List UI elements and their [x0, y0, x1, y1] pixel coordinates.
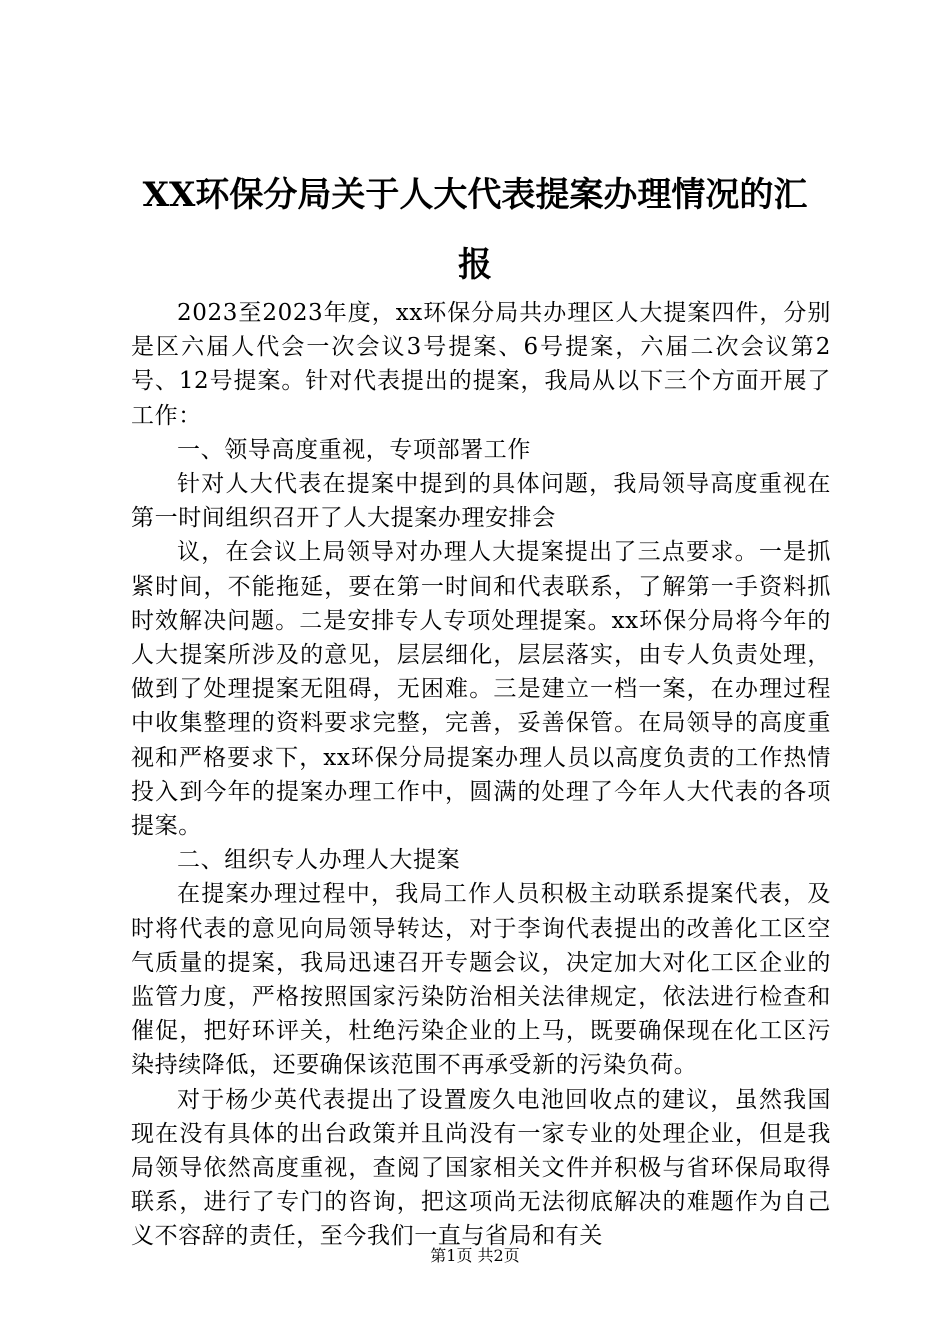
paragraph: 对于杨少英代表提出了设置废久电池回收点的建议，虽然我国现在没有具体的出台政策并且尚没有一家专业的处理企业，但是我局领导依然高度重视，查阅了国家相关文件并积极与省环保局取得联系，进行了专门的咨询，把这项尚无法彻底解决的难题作为自己义不容辞的责任，至今我们一直与省局和有关 [131, 1086, 831, 1250]
page-number: 第1页 [430, 1246, 473, 1265]
document-title [120, 160, 830, 300]
section-heading-1: 一、领导高度重视，专项部署工作 [177, 436, 531, 463]
paragraph: 在提案办理过程中，我局工作人员积极主动联系提案代表，及时将代表的意见向局领导转达，对于李询代表提出的改善化工区空气质量的提案，我局迅速召开专题会议，决定加大对化工区企业的监管力度，严格按照国家污染防治相关法律规定，依法进行检查和催促，把好环评关，杜绝污染企业的上马，既要确保现在化工区污染持续降低，还要确保该范围不再承受新的污染负荷。 [131, 881, 831, 1079]
page-total: 共2页 [477, 1246, 520, 1265]
page-footer [0, 1245, 950, 1267]
paragraph: 针对人大代表在提案中提到的具体问题，我局领导高度重视在第一时间组织召开了人大提案办理安排会 [131, 471, 831, 532]
title-line-2: 报 [458, 245, 492, 285]
paragraph-intro: 2023至2023年度，xx环保分局共办理区人大提案四件，分别是区六届人代会一次会议3号提案、6号提案，六届二次会议第2号、12号提案。针对代表提出的提案，我局从以下三个方面开展了工作： [131, 300, 831, 429]
paragraph: 议，在会议上局领导对办理人大提案提出了三点要求。一是抓紧时间，不能拖延，要在第一时间和代表联系，了解第一手资料抓时效解决问题。二是安排专人专项处理提案。xx环保分局将今年的人大提案所涉及的意见，层层细化，层层落实，由专人负责处理，做到了处理提案无阻碍，无困难。三是建立一档一案，在办理过程中收集整理的资料要求完整，完善，妥善保管。在局领导的高度重视和严格要求下，xx环保分局提案办理人员以高度负责的工作热情投入到今年的提案办理工作中，圆满的处理了今年人大代表的各项提案。 [131, 539, 831, 840]
section-heading-2: 二、组织专人办理人大提案 [177, 847, 461, 874]
document-body [131, 296, 831, 1254]
title-line-1: XX环保分局关于人大代表提案办理情况的汇 [142, 175, 808, 215]
